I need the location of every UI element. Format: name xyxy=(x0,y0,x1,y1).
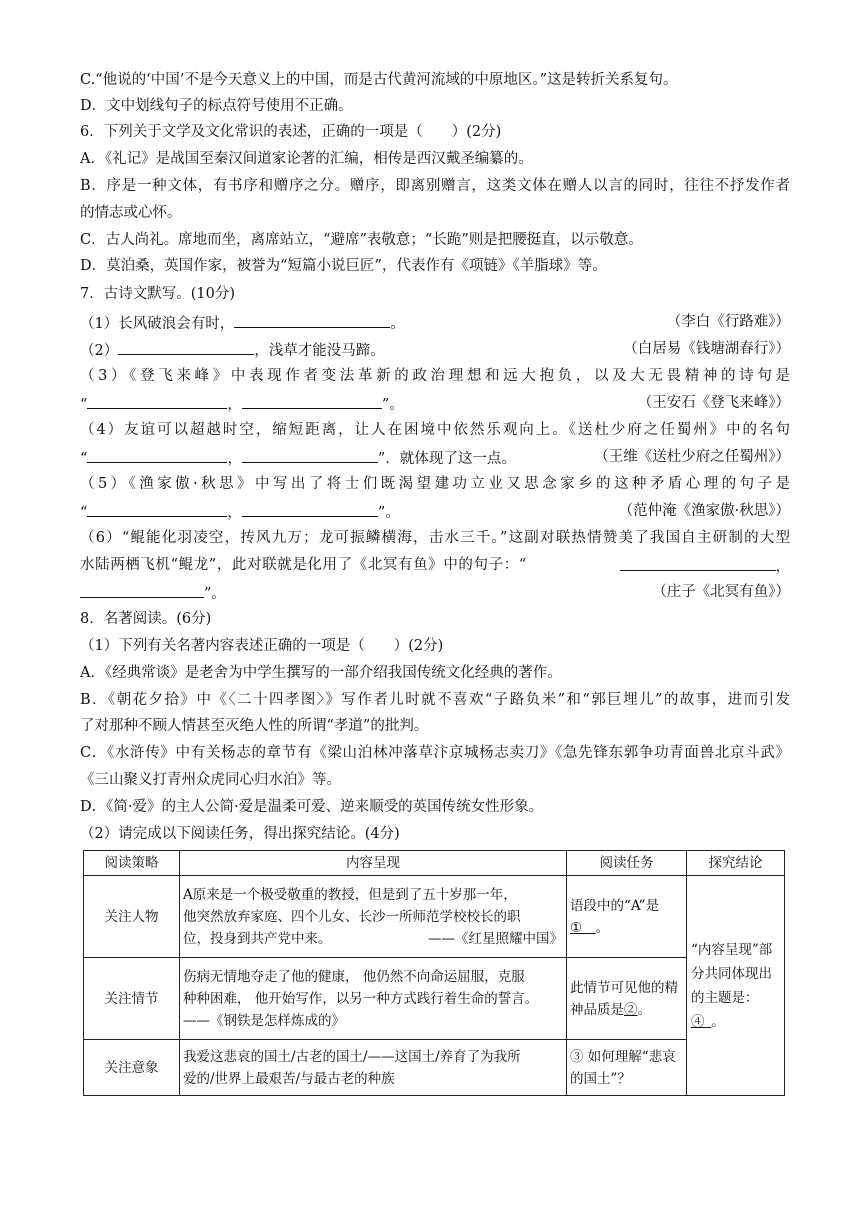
comma: ， xyxy=(775,559,790,575)
option-5c: C.“他说的‘中国’不是今天意义上的中国，而是古代黄河流域的中原地区。”这是转折关系复句。 xyxy=(80,72,678,88)
option-5d: D．文中划线句子的标点符号使用不正确。 xyxy=(80,98,353,114)
content-source: ——《钢铁是怎样炼成的》 xyxy=(183,1012,345,1029)
answer-blank[interactable] xyxy=(234,312,390,328)
task-text: 语段中的“A”是 xyxy=(570,897,660,914)
task-cell xyxy=(567,958,687,1040)
option-8a: A．《经典常谈》是老舍为中学生撰写的一部介绍我国传统文化经典的著作。 xyxy=(80,665,562,681)
content-source: ——《红星照耀中国》 xyxy=(428,930,563,947)
question-8: 8．名著阅读。(6分) xyxy=(80,611,212,627)
answer-blank[interactable] xyxy=(242,447,378,463)
reading-task-table xyxy=(83,850,785,1096)
header-task: 阅读任务 xyxy=(567,851,687,876)
content-cell xyxy=(180,958,567,1040)
content-line: A原来是一个极受敬重的教授，但是到了五十岁那一年， xyxy=(183,886,517,903)
open-quote: “ xyxy=(80,505,88,521)
question-7-6-line1: （6）“鲲能化羽凌空，抟风九万；龙可振鳞横海，击水三千。”这副对联热情赞美了我国自主研制的大型 xyxy=(80,530,790,546)
option-8b-line1: B．《朝花夕拾》中《〈二十四孝图〉》写作者儿时就不喜欢“子路负米”和“郭巨埋儿”的故事，进而引发 xyxy=(80,692,790,708)
close-quote: ”。 xyxy=(377,505,400,521)
task-end: 。 xyxy=(637,1001,651,1018)
content-line: 种种困难， 他开始写作，以另一种方式践行着生命的誓言。 xyxy=(183,990,539,1007)
strategy-cell: 关注情节 xyxy=(84,958,180,1040)
answer-blank[interactable] xyxy=(87,393,227,409)
q7-1-source: （李白《行路难》） xyxy=(666,314,790,330)
content-line: 伤病无情地夺走了他的健康， 他仍然不向命运屈服，克服 xyxy=(183,968,525,985)
question-6: 6．下列关于文学及文化常识的表述，正确的一项是（ ）(2分) xyxy=(80,124,502,140)
q7-6-text: 水陆两栖飞机“鲲龙”，此对联就是化用了《北冥有鱼》中的句子：“ xyxy=(80,557,527,573)
option-6d: D．莫泊桑，英国作家，被誉为“短篇小说巨匠”，代表作有《项链》《羊脂球》等。 xyxy=(80,258,607,274)
comma: ， xyxy=(227,451,242,467)
conclusion-text: “内容呈现”部分共同体现出的主题是： xyxy=(691,941,773,1006)
option-8c-line2: 《三山聚义打青州众虎同心归水泊》等。 xyxy=(80,772,341,788)
content-line xyxy=(183,928,563,950)
answer-blank[interactable] xyxy=(87,447,227,463)
comma: ， xyxy=(227,397,242,413)
question-7: 7．古诗文默写。(10分) xyxy=(80,286,235,302)
task-text: 此情节可见他的精神品质是 xyxy=(570,979,678,1018)
comma: ， xyxy=(227,505,242,521)
task-cell[interactable]: ③ 如何理解“悲哀的国土”？ xyxy=(567,1040,687,1096)
answer-blank-4[interactable]: ④ xyxy=(691,1013,705,1030)
question-8-1: （1）下列有关名著内容表述正确的一项是（ ）(2分) xyxy=(80,638,444,654)
answer-blank[interactable] xyxy=(80,582,204,598)
content-text: 位，投身到共产党中来。 xyxy=(183,930,332,947)
content-line: 我爱这悲哀的国土/古老的国土/——这国土/养育了为我所 xyxy=(183,1048,521,1065)
option-8c-line1: C．《水浒传》中有关杨志的章节有《梁山泊林冲落草汴京城杨志卖刀》《急先锋东郭争功青面兽北京斗武》 xyxy=(80,745,790,761)
q7-4-tail: ”．就体现了这一点。 xyxy=(377,451,516,467)
conclusion-cell xyxy=(687,876,785,1096)
question-7-5-line1: （5）《渔家傲·秋思》中写出了将士们既渴望建功立业又思念家乡的这种矛盾心理的句子是 xyxy=(80,476,790,492)
conclusion-end: 。 xyxy=(711,1013,725,1030)
header-strategy: 阅读策略 xyxy=(84,851,180,876)
close-quote: ”。 xyxy=(204,586,226,602)
content-line: 他突然放弃家庭、四个儿女、长沙一所师范学校校长的职 xyxy=(183,908,521,925)
option-6a: A．《礼记》是战国至秦汉间道家论著的汇编，相传是西汉戴圣编纂的。 xyxy=(80,151,533,167)
answer-blank[interactable] xyxy=(620,555,776,571)
content-line: 爱的/世界上最艰苦/与最古老的种族 xyxy=(183,1070,395,1087)
strategy-cell: 关注人物 xyxy=(84,876,180,958)
table-row xyxy=(84,958,785,1040)
answer-blank[interactable] xyxy=(118,339,254,355)
q7-6-source: （庄子《北冥有鱼》） xyxy=(652,584,790,600)
content-cell xyxy=(180,876,567,958)
task-cell xyxy=(567,876,687,958)
answer-blank[interactable] xyxy=(242,393,382,409)
answer-blank[interactable] xyxy=(242,501,378,517)
header-conclusion: 探究结论 xyxy=(687,851,785,876)
q7-1-text: （1）长风破浪会有时， xyxy=(80,316,235,332)
header-content: 内容呈现 xyxy=(180,851,567,876)
option-6c: C．古人尚礼。席地而坐，离席站立，“避席”表敬意；“长跪”则是把腰挺直，以示敬意。 xyxy=(80,232,643,248)
table-row xyxy=(84,1040,785,1096)
content-cell xyxy=(180,1040,567,1096)
task-end: 。 xyxy=(595,919,610,936)
option-6b-line2: 的情志或心怀。 xyxy=(80,205,182,221)
option-6b-line1: B．序是一种文体，有书序和赠序之分。赠序，即离别赠言，这类文体在赠人以言的同时，往往不抒发作者 xyxy=(80,178,790,194)
strategy-cell: 关注意象 xyxy=(84,1040,180,1096)
question-8-2: （2）请完成以下阅读任务，得出探究结论。(4分) xyxy=(80,826,400,842)
table-row xyxy=(84,876,785,958)
option-8b-line2: 了对那种不顾人情甚至灭绝人性的所谓“孝道”的批判。 xyxy=(80,718,429,734)
table-header-row xyxy=(84,851,785,876)
q7-2-num: （2） xyxy=(80,343,119,359)
answer-blank-2[interactable]: ② xyxy=(624,1001,638,1018)
q7-2-text: ，浅草才能没马蹄。 xyxy=(254,343,385,359)
q7-5-source: （范仲淹《渔家傲·秋思》） xyxy=(618,503,790,519)
open-quote: “ xyxy=(80,397,88,413)
open-quote: “ xyxy=(80,451,88,467)
option-8d: D．《简·爱》的主人公简·爱是温柔可爱、逆来顺受的英国传统女性形象。 xyxy=(80,799,544,815)
q7-1-end: 。 xyxy=(390,316,405,332)
q7-3-source: （王安石《登飞来峰》） xyxy=(637,395,790,411)
answer-blank[interactable] xyxy=(87,501,227,517)
q7-4-source: （王维《送杜少府之任蜀州》） xyxy=(594,449,790,465)
question-7-4-line1: （4）友谊可以超越时空，缩短距离，让人在困境中依然乐观向上。《送杜少府之任蜀州》中的名句 xyxy=(80,422,790,438)
q7-2-source: （白居易《钱塘湖春行》） xyxy=(623,341,790,357)
answer-blank-1[interactable]: ① xyxy=(570,919,583,936)
question-7-3-line1: （3）《登飞来峰》中表现作者变法革新的政治理想和远大抱负，以及大无畏精神的诗句是 xyxy=(80,368,790,384)
question-7-6-line2 xyxy=(80,555,790,577)
close-quote: ”。 xyxy=(381,397,404,413)
